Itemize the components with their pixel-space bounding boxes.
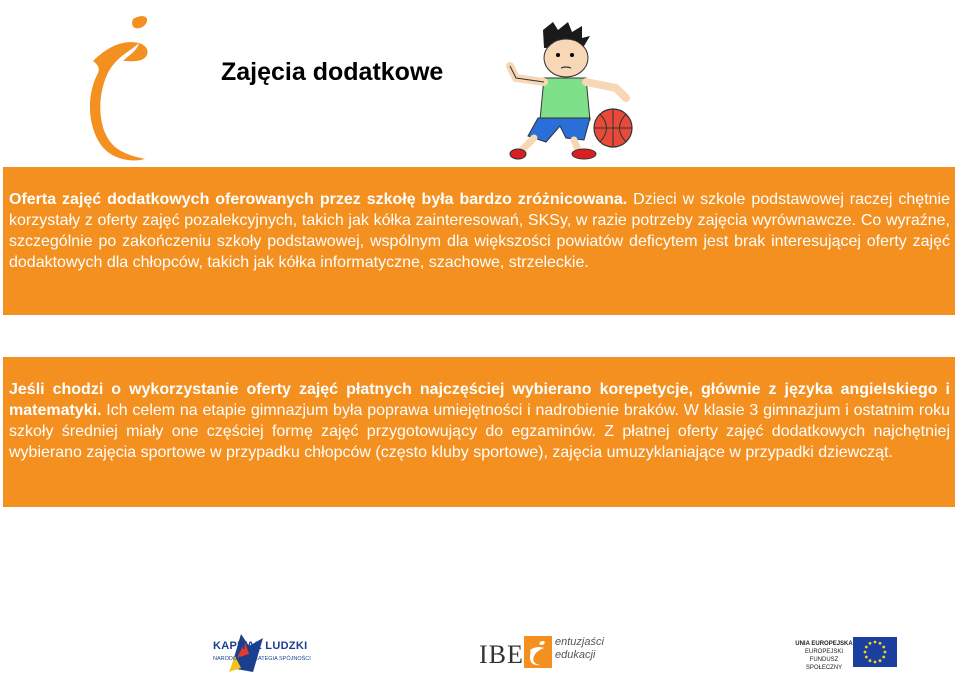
paid-lead-text: Jeśli chodzi o wykorzystanie oferty zajęć płatnych najczęściej wybierano korepetycje, głównie z języka angielskiego i matematyki.	[9, 381, 950, 419]
kapital-ludzki-logo	[172, 628, 322, 676]
ibe-logo-text: IBE	[479, 640, 524, 669]
eu-line3: FUNDUSZ SPOŁECZNY	[805, 657, 843, 671]
ibe-swirl-logo	[85, 5, 165, 165]
ibe-tagline-line2: edukacji	[555, 649, 596, 661]
eu-text-block	[793, 640, 855, 672]
ibe-tagline	[555, 636, 604, 662]
kapital-ludzki-title: KAPITAŁ LUDZKI	[213, 640, 308, 652]
kapital-ludzki-subtitle: NARODOWA STRATEGIA SPÓJNOŚCI	[213, 656, 311, 662]
page-title: Zajęcia dodatkowe	[221, 58, 444, 86]
info-box-offer	[3, 167, 955, 315]
ibe-small-logo	[524, 636, 552, 668]
boy-basketball-illustration	[498, 22, 638, 162]
info-box-paid-classes	[3, 357, 955, 507]
offer-body-text: Dzieci w szkole podstawowej raczej chętnie korzystały z oferty zajęć pozalekcyjnych, takich jak kółka zainteresowań, SKSy, w razie potrzeby zajęcia wyrównawcze. Co wyraźne, szczególnie po zakończeniu szkoły podstawowej, wspólnym dla większości powiatów deficytem jest brak interesującej oferty zajęć dodaktowych dla chłopców, takich jak kółka informatyczne, szachowe, strzeleckie.	[9, 191, 951, 271]
eu-line2: EUROPEJSKI	[804, 649, 843, 655]
eu-flag-icon	[853, 637, 897, 667]
eu-line1: UNIA EUROPEJSKA	[795, 641, 853, 647]
paid-body-text: Ich celem na etapie gimnazjum była poprawa umiejętności i nadrobienie braków. W klasie 3 gimnazjum i ostatnim roku szkoły średniej miały one częściej formę zajęć przygotowujący do egzaminów. Z płatnej oferty zajęć dodatkowych najchętniej wybierano zajęcia sportowe w przypadku chłopców (często kluby sportowe), zajęcia umuzyklaniające w przypadki dziewcząt.	[9, 402, 950, 461]
offer-lead-text: Oferta zajęć dodatkowych oferowanych przez szkołę była bardzo zróżnicowana.	[9, 191, 628, 208]
ibe-tagline-line1: entuzjaści	[555, 636, 604, 648]
